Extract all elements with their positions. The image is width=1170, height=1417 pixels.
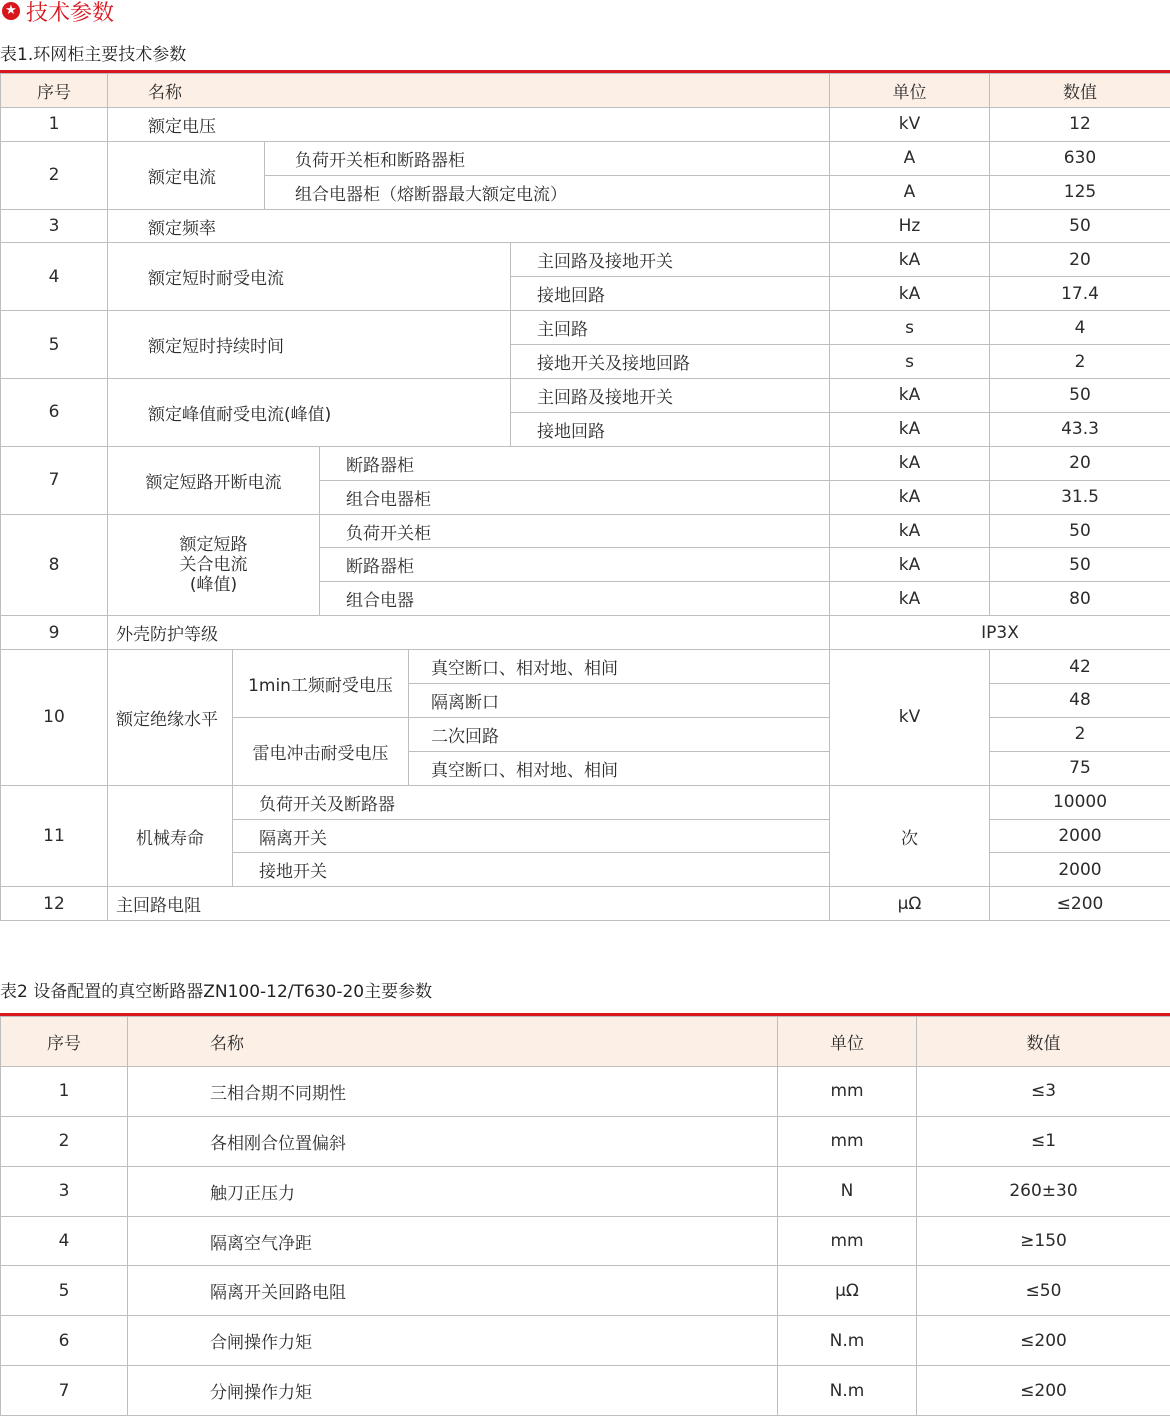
sub-name: 断路器柜 xyxy=(320,548,830,582)
row-no: 6 xyxy=(1,1316,128,1366)
sub-name: 断路器柜 xyxy=(320,446,830,480)
header-name: 名称 xyxy=(108,74,830,108)
sub-name: 组合电器柜 xyxy=(320,480,830,514)
sub-name: 二次回路 xyxy=(409,717,830,751)
table-row xyxy=(1,209,1170,243)
table-row xyxy=(1,616,1170,650)
section-title: 技术参数 xyxy=(26,0,115,26)
row-name: 额定短时耐受电流 xyxy=(108,243,511,311)
table-row xyxy=(1,107,1170,141)
row-value: 2000 xyxy=(990,853,1170,887)
table-row xyxy=(1,1116,1170,1166)
sub-name: 真空断口、相对地、相间 xyxy=(409,751,830,785)
table-row xyxy=(1,446,1170,480)
sub-name: 负荷开关及断路器 xyxy=(233,785,830,819)
sub-name: 负荷开关柜和断路器柜 xyxy=(265,141,830,175)
row-unit: kA xyxy=(830,277,990,311)
sub-name: 接地开关 xyxy=(233,853,830,887)
row-unit: kA xyxy=(830,582,990,616)
row-unit: kA xyxy=(830,379,990,413)
row-value: 4 xyxy=(990,311,1170,345)
section-heading xyxy=(2,0,114,26)
table-header-row xyxy=(1,1017,1170,1067)
row-unit: s xyxy=(830,345,990,379)
table-row xyxy=(1,785,1170,819)
row-name: 各相刚合位置偏斜 xyxy=(128,1116,778,1166)
sub-name: 组合电器 xyxy=(320,582,830,616)
row-name: 额定电压 xyxy=(108,107,830,141)
row-no: 3 xyxy=(1,209,108,243)
table2-caption: 表2 设备配置的真空断路器ZN100-12/T630-20主要参数 xyxy=(0,982,433,1002)
row-unit: mm xyxy=(778,1116,917,1166)
row-value: 50 xyxy=(990,379,1170,413)
row-value: 42 xyxy=(990,650,1170,684)
header-value: 数值 xyxy=(917,1017,1170,1067)
row-no: 4 xyxy=(1,243,108,311)
header-unit: 单位 xyxy=(830,74,990,108)
row-no: 7 xyxy=(1,1366,128,1416)
sub-name: 真空断口、相对地、相间 xyxy=(409,650,830,684)
sub-name: 隔离断口 xyxy=(409,684,830,718)
row-value: 10000 xyxy=(990,785,1170,819)
group-name: 雷电冲击耐受电压 xyxy=(233,717,409,785)
table-row xyxy=(1,650,1170,684)
row-unit: kA xyxy=(830,480,990,514)
sub-name: 组合电器柜（熔断器最大额定电流） xyxy=(265,175,830,209)
row-unit: A xyxy=(830,175,990,209)
row-name: 三相合期不同期性 xyxy=(128,1066,778,1116)
sub-name: 接地开关及接地回路 xyxy=(511,345,830,379)
row-no: 10 xyxy=(1,650,108,786)
row-no: 6 xyxy=(1,379,108,447)
table-row xyxy=(1,887,1170,921)
table-row xyxy=(1,311,1170,345)
row-value: 50 xyxy=(990,548,1170,582)
row-no: 3 xyxy=(1,1166,128,1216)
group-name: 1min工频耐受电压 xyxy=(233,650,409,718)
row-no: 2 xyxy=(1,141,108,209)
row-unit: kV xyxy=(830,107,990,141)
row-name: 额定短时持续时间 xyxy=(108,311,511,379)
row-value: ≥150 xyxy=(917,1216,1170,1266)
table-row xyxy=(1,514,1170,548)
row-name: 额定短路开断电流 xyxy=(108,446,320,514)
header-value: 数值 xyxy=(990,74,1170,108)
row-no: 7 xyxy=(1,446,108,514)
row-value: 48 xyxy=(990,684,1170,718)
table-row xyxy=(1,1216,1170,1266)
header-no: 序号 xyxy=(1,74,108,108)
row-no: 5 xyxy=(1,1266,128,1316)
row-unit: A xyxy=(830,141,990,175)
row-no: 12 xyxy=(1,887,108,921)
row-value: 75 xyxy=(990,751,1170,785)
row-name: 主回路电阻 xyxy=(108,887,830,921)
table1-caption: 表1.环网柜主要技术参数 xyxy=(0,45,187,65)
row-name: 机械寿命 xyxy=(108,785,233,887)
sub-name: 负荷开关柜 xyxy=(320,514,830,548)
table-row xyxy=(1,1066,1170,1116)
table-row xyxy=(1,1266,1170,1316)
table-header-row xyxy=(1,74,1170,108)
sub-name: 主回路及接地开关 xyxy=(511,243,830,277)
sub-name: 接地回路 xyxy=(511,412,830,446)
star-icon: ★ xyxy=(2,2,20,20)
row-value: ≤200 xyxy=(990,887,1170,921)
row-value: ≤50 xyxy=(917,1266,1170,1316)
row-value: 2000 xyxy=(990,819,1170,853)
row-value: ≤3 xyxy=(917,1066,1170,1116)
row-unit: kA xyxy=(830,412,990,446)
row-value: 50 xyxy=(990,209,1170,243)
row-name: 额定峰值耐受电流(峰值) xyxy=(108,379,511,447)
row-value: 2 xyxy=(990,345,1170,379)
row-unit: kA xyxy=(830,446,990,480)
row-no: 5 xyxy=(1,311,108,379)
row-value: 2 xyxy=(990,717,1170,751)
header-unit: 单位 xyxy=(778,1017,917,1067)
sub-name: 主回路 xyxy=(511,311,830,345)
row-value: 43.3 xyxy=(990,412,1170,446)
table-row xyxy=(1,141,1170,175)
row-no: 11 xyxy=(1,785,108,887)
row-unit: mm xyxy=(778,1216,917,1266)
sub-name: 隔离开关 xyxy=(233,819,830,853)
header-no: 序号 xyxy=(1,1017,128,1067)
table-row xyxy=(1,243,1170,277)
row-name: 分闸操作力矩 xyxy=(128,1366,778,1416)
row-name xyxy=(108,514,320,616)
row-value: ≤200 xyxy=(917,1366,1170,1416)
row-unit: kA xyxy=(830,243,990,277)
row-unit: μΩ xyxy=(830,887,990,921)
row-unit: 次 xyxy=(830,785,990,887)
row-value: 17.4 xyxy=(990,277,1170,311)
row-unit: N xyxy=(778,1166,917,1216)
row-unit: kA xyxy=(830,514,990,548)
table-row xyxy=(1,1166,1170,1216)
row-value: 125 xyxy=(990,175,1170,209)
row-value: 20 xyxy=(990,243,1170,277)
row-unit: kV xyxy=(830,650,990,786)
row-name: 额定绝缘水平 xyxy=(108,650,233,786)
table-row xyxy=(1,379,1170,413)
row-value: 630 xyxy=(990,141,1170,175)
header-name: 名称 xyxy=(128,1017,778,1067)
row-no: 9 xyxy=(1,616,108,650)
row-no: 1 xyxy=(1,1066,128,1116)
row-value: 20 xyxy=(990,446,1170,480)
row-name: 额定频率 xyxy=(108,209,830,243)
table-row xyxy=(1,1366,1170,1416)
row-no: 1 xyxy=(1,107,108,141)
sub-name: 接地回路 xyxy=(511,277,830,311)
row-name: 额定电流 xyxy=(108,141,265,209)
row-name: 外壳防护等级 xyxy=(108,616,830,650)
table2 xyxy=(0,1016,1170,1416)
row-name-line: (峰值) xyxy=(189,574,238,595)
row-unit: Hz xyxy=(830,209,990,243)
row-no: 8 xyxy=(1,514,108,616)
row-name-line: 额定短路 xyxy=(179,534,248,555)
row-unit: s xyxy=(830,311,990,345)
row-unit: μΩ xyxy=(778,1266,917,1316)
row-value: 50 xyxy=(990,514,1170,548)
row-no: 4 xyxy=(1,1216,128,1266)
row-name: 合闸操作力矩 xyxy=(128,1316,778,1366)
row-value: 260±30 xyxy=(917,1166,1170,1216)
row-value: 80 xyxy=(990,582,1170,616)
row-value: 12 xyxy=(990,107,1170,141)
row-name-line: 关合电流 xyxy=(179,554,248,575)
table1 xyxy=(0,73,1170,921)
row-unit: kA xyxy=(830,548,990,582)
table-row xyxy=(1,1316,1170,1366)
row-value: 31.5 xyxy=(990,480,1170,514)
row-unit: mm xyxy=(778,1066,917,1116)
row-name: 隔离开关回路电阻 xyxy=(128,1266,778,1316)
row-name: 隔离空气净距 xyxy=(128,1216,778,1266)
row-name: 触刀正压力 xyxy=(128,1166,778,1216)
row-value: ≤1 xyxy=(917,1116,1170,1166)
row-no: 2 xyxy=(1,1116,128,1166)
row-unit: N.m xyxy=(778,1316,917,1366)
row-value: ≤200 xyxy=(917,1316,1170,1366)
row-unit: N.m xyxy=(778,1366,917,1416)
row-value: IP3X xyxy=(830,616,1170,650)
sub-name: 主回路及接地开关 xyxy=(511,379,830,413)
